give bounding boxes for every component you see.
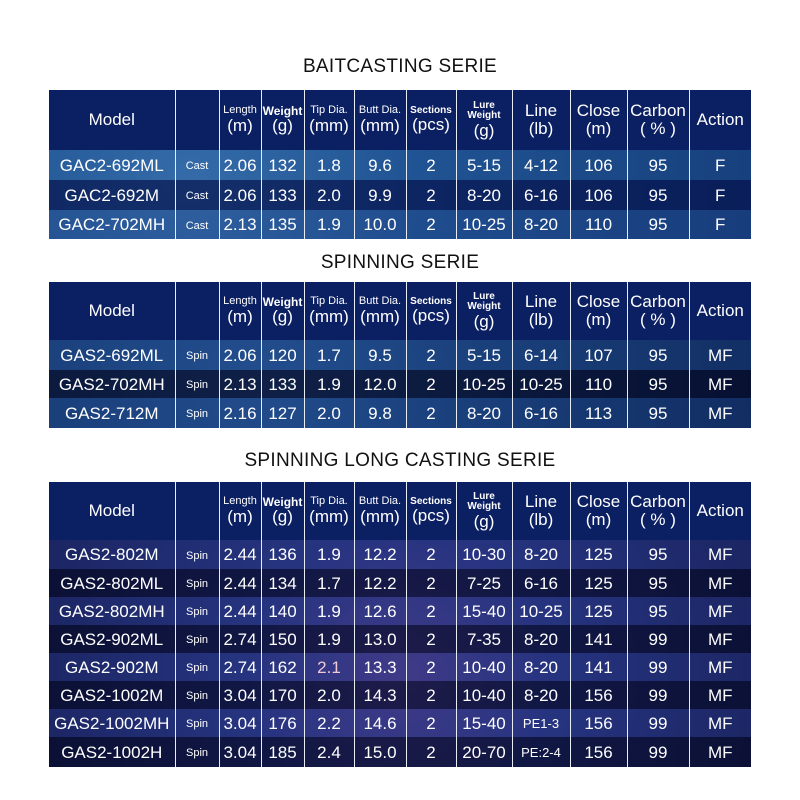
cell-weight: 136 xyxy=(261,540,304,569)
cell-carbon: 95 xyxy=(627,340,689,370)
cell-carbon: 99 xyxy=(627,625,689,653)
table-header-row xyxy=(49,90,751,150)
header-type xyxy=(175,482,219,540)
baitcasting-title: BAITCASTING SERIE xyxy=(302,56,498,77)
header-tip-dia: Tip Dia. (mm) xyxy=(304,90,354,150)
cell-sections: 2 xyxy=(406,370,456,398)
cell-length: 2.44 xyxy=(219,597,261,625)
cell-sections: 2 xyxy=(406,569,456,597)
cell-butt: 9.6 xyxy=(354,150,406,180)
cell-sections: 2 xyxy=(406,180,456,210)
cell-model: GAS2-802ML xyxy=(49,569,175,597)
cell-line: 6-16 xyxy=(512,398,570,428)
header-action: Action xyxy=(689,482,751,540)
cell-length: 2.74 xyxy=(219,653,261,681)
cell-weight: 150 xyxy=(261,625,304,653)
cell-sections: 2 xyxy=(406,540,456,569)
cell-type: Spin xyxy=(175,653,219,681)
cell-line: 6-16 xyxy=(512,569,570,597)
cell-model: GAS2-1002M xyxy=(49,681,175,709)
cell-action: MF xyxy=(689,398,751,428)
cell-close: 156 xyxy=(570,681,627,709)
cell-model: GAC2-692ML xyxy=(49,150,175,180)
cell-carbon: 99 xyxy=(627,653,689,681)
header-line: Line (lb) xyxy=(512,482,570,540)
cell-lure: 10-30 xyxy=(456,540,512,569)
cell-type: Spin xyxy=(175,340,219,370)
header-weight: Weight (g) xyxy=(261,90,304,150)
cell-model: GAS2-802MH xyxy=(49,597,175,625)
cell-tip: 1.9 xyxy=(304,370,354,398)
cell-action: MF xyxy=(689,569,751,597)
cell-type: Spin xyxy=(175,597,219,625)
cell-weight: 140 xyxy=(261,597,304,625)
cell-butt: 12.2 xyxy=(354,540,406,569)
cell-length: 3.04 xyxy=(219,681,261,709)
cell-close: 107 xyxy=(570,340,627,370)
cell-butt: 14.3 xyxy=(354,681,406,709)
cell-carbon: 95 xyxy=(627,597,689,625)
cell-lure: 15-40 xyxy=(456,709,512,737)
header-model: Model xyxy=(49,482,175,540)
cell-type: Cast xyxy=(175,180,219,210)
spinning-long-casting-spec-table xyxy=(49,482,751,767)
cell-type: Spin xyxy=(175,681,219,709)
table-row xyxy=(49,370,751,398)
cell-lure: 10-40 xyxy=(456,653,512,681)
cell-type: Spin xyxy=(175,569,219,597)
cell-model: GAS2-902ML xyxy=(49,625,175,653)
cell-type: Cast xyxy=(175,210,219,239)
cell-carbon: 95 xyxy=(627,150,689,180)
cell-close: 106 xyxy=(570,180,627,210)
table-row xyxy=(49,681,751,709)
spinning-title: SPINNING SERIE xyxy=(320,252,480,273)
cell-length: 2.44 xyxy=(219,569,261,597)
cell-close: 110 xyxy=(570,210,627,239)
cell-model: GAS2-1002H xyxy=(49,737,175,767)
cell-model: GAS2-902M xyxy=(49,653,175,681)
cell-weight: 162 xyxy=(261,653,304,681)
cell-weight: 170 xyxy=(261,681,304,709)
header-type xyxy=(175,282,219,340)
cell-close: 141 xyxy=(570,625,627,653)
header-carbon: Carbon ( % ) xyxy=(627,282,689,340)
cell-weight: 132 xyxy=(261,150,304,180)
header-tip-dia: Tip Dia. (mm) xyxy=(304,482,354,540)
cell-length: 3.04 xyxy=(219,737,261,767)
cell-length: 2.16 xyxy=(219,398,261,428)
header-line: Line (lb) xyxy=(512,282,570,340)
cell-line: 6-16 xyxy=(512,180,570,210)
cell-type: Spin xyxy=(175,540,219,569)
cell-weight: 133 xyxy=(261,180,304,210)
cell-length: 2.13 xyxy=(219,210,261,239)
cell-tip: 2.0 xyxy=(304,180,354,210)
header-butt-dia: Butt Dia. (mm) xyxy=(354,282,406,340)
cell-lure: 5-15 xyxy=(456,150,512,180)
cell-length: 2.06 xyxy=(219,180,261,210)
cell-sections: 2 xyxy=(406,597,456,625)
cell-action: MF xyxy=(689,681,751,709)
header-length: Length (m) xyxy=(219,482,261,540)
cell-lure: 20-70 xyxy=(456,737,512,767)
cell-lure: 8-20 xyxy=(456,398,512,428)
cell-line: 8-20 xyxy=(512,210,570,239)
cell-weight: 135 xyxy=(261,210,304,239)
cell-close: 156 xyxy=(570,709,627,737)
cell-length: 2.06 xyxy=(219,340,261,370)
cell-butt: 14.6 xyxy=(354,709,406,737)
cell-sections: 2 xyxy=(406,340,456,370)
header-close: Close (m) xyxy=(570,482,627,540)
cell-length: 3.04 xyxy=(219,709,261,737)
cell-close: 106 xyxy=(570,150,627,180)
cell-line: 8-20 xyxy=(512,540,570,569)
header-model: Model xyxy=(49,282,175,340)
cell-lure: 5-15 xyxy=(456,340,512,370)
cell-weight: 134 xyxy=(261,569,304,597)
table-header-row xyxy=(49,482,751,540)
cell-tip: 2.2 xyxy=(304,709,354,737)
cell-line: 10-25 xyxy=(512,370,570,398)
cell-butt: 15.0 xyxy=(354,737,406,767)
header-lure-weight: Lure Weight (g) xyxy=(456,482,512,540)
cell-sections: 2 xyxy=(406,737,456,767)
cell-line: 8-20 xyxy=(512,681,570,709)
cell-type: Spin xyxy=(175,398,219,428)
header-carbon: Carbon ( % ) xyxy=(627,90,689,150)
cell-weight: 185 xyxy=(261,737,304,767)
cell-type: Spin xyxy=(175,625,219,653)
cell-action: MF xyxy=(689,709,751,737)
cell-lure: 8-20 xyxy=(456,180,512,210)
cell-weight: 120 xyxy=(261,340,304,370)
table-row xyxy=(49,569,751,597)
header-line: Line (lb) xyxy=(512,90,570,150)
cell-butt: 9.9 xyxy=(354,180,406,210)
cell-action: F xyxy=(689,150,751,180)
cell-model: GAS2-802M xyxy=(49,540,175,569)
cell-tip: 1.7 xyxy=(304,569,354,597)
cell-close: 141 xyxy=(570,653,627,681)
cell-butt: 9.5 xyxy=(354,340,406,370)
cell-butt: 10.0 xyxy=(354,210,406,239)
cell-weight: 127 xyxy=(261,398,304,428)
cell-action: MF xyxy=(689,653,751,681)
cell-model: GAC2-692M xyxy=(49,180,175,210)
cell-type: Spin xyxy=(175,370,219,398)
cell-carbon: 95 xyxy=(627,540,689,569)
cell-tip: 2.0 xyxy=(304,681,354,709)
header-model: Model xyxy=(49,90,175,150)
cell-butt: 9.8 xyxy=(354,398,406,428)
table-row xyxy=(49,180,751,210)
table-row xyxy=(49,150,751,180)
spinning-spec-table xyxy=(49,282,751,428)
header-length: Length (m) xyxy=(219,282,261,340)
cell-butt: 13.0 xyxy=(354,625,406,653)
cell-lure: 10-25 xyxy=(456,210,512,239)
cell-sections: 2 xyxy=(406,398,456,428)
table-row xyxy=(49,597,751,625)
cell-tip: 2.4 xyxy=(304,737,354,767)
header-lure-weight: Lure Weight (g) xyxy=(456,90,512,150)
header-butt-dia: Butt Dia. (mm) xyxy=(354,90,406,150)
table-row xyxy=(49,398,751,428)
header-sections: Sections (pcs) xyxy=(406,90,456,150)
cell-carbon: 99 xyxy=(627,709,689,737)
header-carbon: Carbon ( % ) xyxy=(627,482,689,540)
cell-sections: 2 xyxy=(406,210,456,239)
cell-length: 2.13 xyxy=(219,370,261,398)
table-row xyxy=(49,737,751,767)
cell-line: 4-12 xyxy=(512,150,570,180)
cell-carbon: 95 xyxy=(627,398,689,428)
header-lure-weight: Lure Weight (g) xyxy=(456,282,512,340)
header-butt-dia: Butt Dia. (mm) xyxy=(354,482,406,540)
cell-length: 2.06 xyxy=(219,150,261,180)
table-header-row xyxy=(49,282,751,340)
header-close: Close (m) xyxy=(570,282,627,340)
cell-action: MF xyxy=(689,737,751,767)
cell-line: 8-20 xyxy=(512,625,570,653)
cell-model: GAS2-692ML xyxy=(49,340,175,370)
cell-type: Spin xyxy=(175,709,219,737)
table-row xyxy=(49,653,751,681)
cell-lure: 10-25 xyxy=(456,370,512,398)
cell-tip: 2.1 xyxy=(304,653,354,681)
header-weight: Weight (g) xyxy=(261,482,304,540)
cell-butt: 13.3 xyxy=(354,653,406,681)
cell-lure: 7-35 xyxy=(456,625,512,653)
table-row xyxy=(49,540,751,569)
cell-weight: 133 xyxy=(261,370,304,398)
cell-sections: 2 xyxy=(406,709,456,737)
cell-carbon: 95 xyxy=(627,210,689,239)
header-action: Action xyxy=(689,282,751,340)
cell-model: GAS2-712M xyxy=(49,398,175,428)
cell-action: MF xyxy=(689,540,751,569)
cell-length: 2.44 xyxy=(219,540,261,569)
cell-type: Spin xyxy=(175,737,219,767)
cell-tip: 2.0 xyxy=(304,398,354,428)
cell-tip: 1.9 xyxy=(304,597,354,625)
cell-action: MF xyxy=(689,625,751,653)
spinning-long-casting-title: SPINNING LONG CASTING SERIE xyxy=(244,450,556,471)
header-sections: Sections (pcs) xyxy=(406,282,456,340)
cell-lure: 15-40 xyxy=(456,597,512,625)
cell-tip: 1.9 xyxy=(304,210,354,239)
cell-carbon: 99 xyxy=(627,681,689,709)
cell-close: 110 xyxy=(570,370,627,398)
cell-length: 2.74 xyxy=(219,625,261,653)
cell-model: GAC2-702MH xyxy=(49,210,175,239)
cell-sections: 2 xyxy=(406,681,456,709)
cell-close: 125 xyxy=(570,597,627,625)
baitcasting-spec-table xyxy=(49,90,751,239)
cell-close: 125 xyxy=(570,540,627,569)
table-row xyxy=(49,625,751,653)
header-action: Action xyxy=(689,90,751,150)
cell-close: 113 xyxy=(570,398,627,428)
cell-action: MF xyxy=(689,370,751,398)
cell-tip: 1.8 xyxy=(304,150,354,180)
cell-action: F xyxy=(689,180,751,210)
cell-butt: 12.6 xyxy=(354,597,406,625)
cell-lure: 10-40 xyxy=(456,681,512,709)
cell-sections: 2 xyxy=(406,150,456,180)
cell-lure: 7-25 xyxy=(456,569,512,597)
cell-type: Cast xyxy=(175,150,219,180)
header-close: Close (m) xyxy=(570,90,627,150)
cell-action: MF xyxy=(689,597,751,625)
cell-action: MF xyxy=(689,340,751,370)
cell-carbon: 95 xyxy=(627,569,689,597)
cell-weight: 176 xyxy=(261,709,304,737)
header-sections: Sections (pcs) xyxy=(406,482,456,540)
cell-sections: 2 xyxy=(406,625,456,653)
table-row xyxy=(49,340,751,370)
table-row xyxy=(49,709,751,737)
cell-close: 156 xyxy=(570,737,627,767)
header-weight: Weight (g) xyxy=(261,282,304,340)
cell-tip: 1.9 xyxy=(304,625,354,653)
cell-tip: 1.9 xyxy=(304,540,354,569)
cell-action: F xyxy=(689,210,751,239)
cell-model: GAS2-1002MH xyxy=(49,709,175,737)
cell-carbon: 95 xyxy=(627,370,689,398)
cell-line: 10-25 xyxy=(512,597,570,625)
cell-carbon: 99 xyxy=(627,737,689,767)
header-type xyxy=(175,90,219,150)
cell-carbon: 95 xyxy=(627,180,689,210)
cell-model: GAS2-702MH xyxy=(49,370,175,398)
header-tip-dia: Tip Dia. (mm) xyxy=(304,282,354,340)
table-row xyxy=(49,210,751,239)
cell-butt: 12.0 xyxy=(354,370,406,398)
cell-line: PE1-3 xyxy=(512,709,570,737)
cell-line: PE:2-4 xyxy=(512,737,570,767)
header-length: Length (m) xyxy=(219,90,261,150)
cell-close: 125 xyxy=(570,569,627,597)
cell-line: 8-20 xyxy=(512,653,570,681)
cell-butt: 12.2 xyxy=(354,569,406,597)
cell-line: 6-14 xyxy=(512,340,570,370)
cell-sections: 2 xyxy=(406,653,456,681)
cell-tip: 1.7 xyxy=(304,340,354,370)
